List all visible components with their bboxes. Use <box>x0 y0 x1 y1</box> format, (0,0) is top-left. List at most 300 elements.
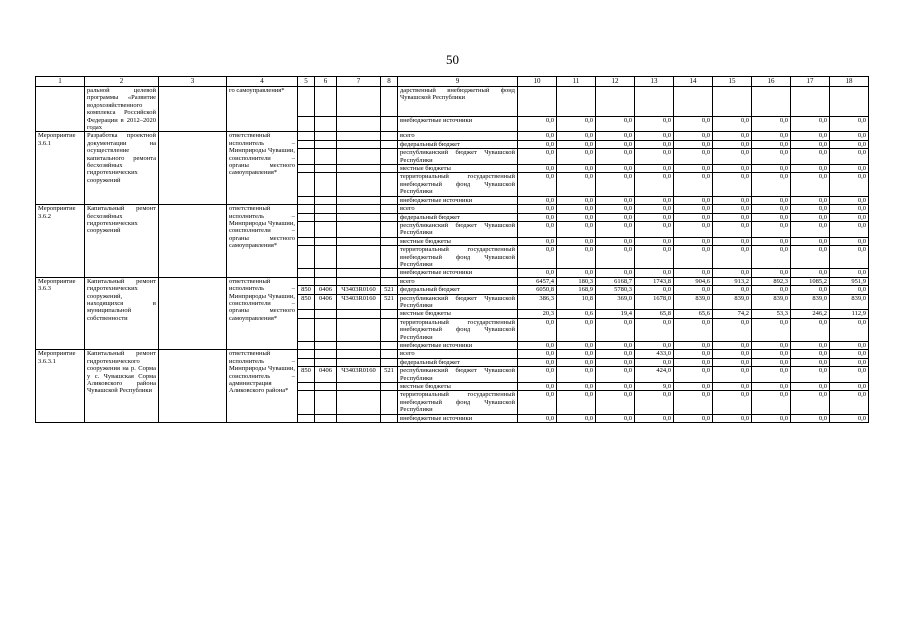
funding-source-cell: местные бюджеты <box>398 383 518 391</box>
value-cell: 0,0 <box>713 213 752 221</box>
value-cell: 0,0 <box>596 246 635 269</box>
value-cell: 0,0 <box>830 116 869 132</box>
code-cell-section <box>315 221 337 237</box>
measure-name-cell: Капитальный ремонт гидротехнических сооружений, находящихся в муниципальной собственности <box>85 277 159 350</box>
executor-cell: ответственный исполнитель – Минприроды Чувашии, соисполнители – органы местного самоуправления* <box>227 132 298 205</box>
value-cell: 0,0 <box>518 391 557 414</box>
code-cell-expense-type <box>381 269 398 277</box>
value-cell: 0,0 <box>596 414 635 422</box>
value-cell: 6168,7 <box>596 277 635 285</box>
funding-source-cell: федеральный бюджет <box>398 140 518 148</box>
value-cell: 0,0 <box>752 358 791 366</box>
code-cell-expense-type <box>381 277 398 285</box>
value-cell: 0,0 <box>791 342 830 350</box>
code-cell-expense-type <box>381 310 398 318</box>
value-cell <box>830 87 869 117</box>
funding-source-cell: всего <box>398 205 518 213</box>
code-cell-grbs <box>298 196 315 204</box>
value-cell: 0,0 <box>635 391 674 414</box>
value-cell: 0,0 <box>557 342 596 350</box>
code-cell-section <box>315 383 337 391</box>
value-cell: 0,0 <box>674 140 713 148</box>
value-cell: 0,0 <box>635 237 674 245</box>
funding-source-cell: всего <box>398 277 518 285</box>
code-cell-target: Ч3403R0160 <box>337 367 381 383</box>
header-cell: 12 <box>596 77 635 87</box>
value-cell: 20,3 <box>518 310 557 318</box>
table-row <box>36 87 869 117</box>
measure-id-cell: Мероприятие 3.6.3.1 <box>36 350 85 423</box>
value-cell: 0,0 <box>635 149 674 165</box>
code-cell-expense-type <box>381 140 398 148</box>
value-cell: 0,0 <box>752 414 791 422</box>
code-cell <box>315 87 337 117</box>
code-cell-grbs <box>298 213 315 221</box>
value-cell: 0,0 <box>830 286 869 294</box>
value-cell: 65,6 <box>674 310 713 318</box>
value-cell: 0,0 <box>713 149 752 165</box>
value-cell: 0,0 <box>674 286 713 294</box>
measure-id-cell: Мероприятие 3.6.3 <box>36 277 85 350</box>
value-cell: 0,0 <box>596 205 635 213</box>
value-cell: 0,0 <box>557 237 596 245</box>
value-cell: 0,0 <box>635 196 674 204</box>
value-cell: 0,0 <box>674 173 713 196</box>
value-cell: 0,0 <box>596 391 635 414</box>
value-cell: 0,0 <box>674 383 713 391</box>
value-cell: 0,0 <box>557 196 596 204</box>
value-cell: 0,0 <box>635 269 674 277</box>
value-cell <box>674 87 713 117</box>
value-cell: 0,0 <box>713 318 752 341</box>
value-cell: 0,0 <box>518 165 557 173</box>
code-cell-target <box>337 196 381 204</box>
value-cell: 0,0 <box>713 367 752 383</box>
value-cell: 0,0 <box>791 414 830 422</box>
code-cell <box>337 116 381 132</box>
value-cell: 0,0 <box>752 149 791 165</box>
code-cell-section <box>315 205 337 213</box>
value-cell: 10,8 <box>557 294 596 310</box>
funding-source-cell: дарственный внебюджетный фонд Чувашской Республики <box>398 87 518 117</box>
value-cell: 0,0 <box>518 342 557 350</box>
code-cell-section <box>315 213 337 221</box>
value-cell: 0,0 <box>713 269 752 277</box>
value-cell: 0,0 <box>752 165 791 173</box>
value-cell: 0,0 <box>635 140 674 148</box>
code-cell-expense-type <box>381 196 398 204</box>
code-cell-grbs <box>298 237 315 245</box>
value-cell: 0,0 <box>557 350 596 358</box>
value-cell: 0,0 <box>713 205 752 213</box>
code-cell-expense-type <box>381 342 398 350</box>
code-cell-grbs <box>298 310 315 318</box>
value-cell: 0,0 <box>674 196 713 204</box>
code-cell-target <box>337 132 381 140</box>
value-cell: 0,0 <box>557 246 596 269</box>
executor-cell: ответственный исполнитель – Минприроды Чувашии, соисполнители – органы местного самоуправления* <box>227 277 298 350</box>
value-cell: 0,0 <box>830 140 869 148</box>
value-cell: 0,0 <box>791 246 830 269</box>
value-cell: 0,0 <box>752 246 791 269</box>
code-cell-expense-type <box>381 173 398 196</box>
code-cell-expense-type <box>381 414 398 422</box>
value-cell: 0,0 <box>713 140 752 148</box>
code-cell-section <box>315 391 337 414</box>
value-cell: 0,0 <box>830 342 869 350</box>
value-cell <box>713 87 752 117</box>
code-cell-section <box>315 165 337 173</box>
value-cell <box>791 87 830 117</box>
funding-source-cell: республиканский бюджет Чувашской Республики <box>398 221 518 237</box>
code-cell-section <box>315 132 337 140</box>
value-cell: 0,0 <box>713 165 752 173</box>
header-cell: 18 <box>830 77 869 87</box>
value-cell: 0,0 <box>596 367 635 383</box>
value-cell: 839,0 <box>713 294 752 310</box>
value-cell: 180,3 <box>557 277 596 285</box>
value-cell: 0,0 <box>557 367 596 383</box>
value-cell: 0,0 <box>518 213 557 221</box>
value-cell: 0,0 <box>830 205 869 213</box>
code-cell-section <box>315 350 337 358</box>
code-cell-section: 0406 <box>315 294 337 310</box>
code-cell-target <box>337 165 381 173</box>
value-cell: 5780,3 <box>596 286 635 294</box>
code-cell-grbs: 850 <box>298 367 315 383</box>
value-cell: 0,0 <box>674 246 713 269</box>
header-row <box>36 77 869 87</box>
code-cell-grbs <box>298 165 315 173</box>
value-cell: 0,0 <box>830 350 869 358</box>
header-cell: 13 <box>635 77 674 87</box>
value-cell: 0,0 <box>830 221 869 237</box>
code-cell <box>315 116 337 132</box>
code-cell-section <box>315 269 337 277</box>
code-cell-target <box>337 237 381 245</box>
value-cell: 9,0 <box>635 383 674 391</box>
measure-name-cell: Капитальный ремонт бесхозяйных гидротехнических сооружений <box>85 205 159 278</box>
value-cell: 0,0 <box>596 213 635 221</box>
value-cell: 1743,8 <box>635 277 674 285</box>
value-cell: 0,0 <box>830 237 869 245</box>
code-cell-expense-type: 521 <box>381 294 398 310</box>
value-cell: 0,0 <box>752 132 791 140</box>
blank-cell <box>159 132 227 205</box>
value-cell: 0,0 <box>518 367 557 383</box>
value-cell: 0,0 <box>674 358 713 366</box>
value-cell: 0,0 <box>635 213 674 221</box>
measure-name-cell: Разработка проектной документации на осуществление капитального ремонта бесхозяйных гидротехнических сооружений <box>85 132 159 205</box>
value-cell: 0,0 <box>830 391 869 414</box>
value-cell: 0,0 <box>557 414 596 422</box>
value-cell: 0,0 <box>791 237 830 245</box>
code-cell-target <box>337 149 381 165</box>
value-cell: 0,0 <box>791 213 830 221</box>
value-cell: 0,0 <box>635 246 674 269</box>
code-cell-section <box>315 318 337 341</box>
value-cell: 0,0 <box>635 221 674 237</box>
value-cell: 0,0 <box>752 383 791 391</box>
header-cell: 17 <box>791 77 830 87</box>
code-cell-expense-type <box>381 391 398 414</box>
value-cell: 913,2 <box>713 277 752 285</box>
code-cell-section: 0406 <box>315 286 337 294</box>
value-cell: 0,0 <box>674 237 713 245</box>
code-cell-grbs: 850 <box>298 286 315 294</box>
value-cell: 0,0 <box>791 149 830 165</box>
code-cell-grbs <box>298 342 315 350</box>
value-cell: 0,0 <box>635 286 674 294</box>
value-cell: 0,0 <box>713 246 752 269</box>
value-cell: 0,0 <box>635 116 674 132</box>
code-cell-expense-type <box>381 350 398 358</box>
table-row <box>36 132 869 140</box>
value-cell: 0,0 <box>518 246 557 269</box>
funding-source-cell: местные бюджеты <box>398 237 518 245</box>
value-cell: 0,0 <box>557 140 596 148</box>
table-body <box>36 87 869 423</box>
value-cell: 839,0 <box>830 294 869 310</box>
value-cell: 386,3 <box>518 294 557 310</box>
financing-table <box>35 76 869 423</box>
code-cell-target <box>337 391 381 414</box>
code-cell-expense-type <box>381 205 398 213</box>
measure-name-cell: Капитальный ремонт гидротехнического сооружения на р. Сорма у с. Чувашская Сорма Аликовского района Чувашской Республики <box>85 350 159 423</box>
table-row <box>36 205 869 213</box>
code-cell-grbs <box>298 221 315 237</box>
value-cell: 951,9 <box>830 277 869 285</box>
value-cell: 0,0 <box>674 149 713 165</box>
funding-source-cell: внебюджетные источники <box>398 414 518 422</box>
funding-source-cell: внебюджетные источники <box>398 269 518 277</box>
table-row <box>36 277 869 285</box>
value-cell: 0,0 <box>674 367 713 383</box>
value-cell: 0,0 <box>830 367 869 383</box>
code-cell-section <box>315 140 337 148</box>
code-cell-target <box>337 213 381 221</box>
code-cell <box>298 87 315 117</box>
code-cell-section <box>315 237 337 245</box>
value-cell <box>518 87 557 117</box>
value-cell: 0,0 <box>518 383 557 391</box>
value-cell: 0,0 <box>557 205 596 213</box>
value-cell: 0,0 <box>557 391 596 414</box>
value-cell: 0,0 <box>830 213 869 221</box>
value-cell: 0,0 <box>752 116 791 132</box>
value-cell: 74,2 <box>713 310 752 318</box>
funding-source-cell: всего <box>398 350 518 358</box>
code-cell-target <box>337 310 381 318</box>
value-cell: 6050,8 <box>518 286 557 294</box>
value-cell: 0,0 <box>674 132 713 140</box>
value-cell: 0,0 <box>518 221 557 237</box>
value-cell: 0,0 <box>713 391 752 414</box>
value-cell: 0,0 <box>596 173 635 196</box>
value-cell: 0,0 <box>791 391 830 414</box>
code-cell-grbs <box>298 358 315 366</box>
funding-source-cell: территориальный государственный внебюджетный фонд Чувашской Республики <box>398 391 518 414</box>
code-cell-grbs: 850 <box>298 294 315 310</box>
code-cell-target <box>337 383 381 391</box>
funding-source-cell: территориальный государственный внебюджетный фонд Чувашской Республики <box>398 318 518 341</box>
code-cell <box>298 116 315 132</box>
value-cell <box>557 87 596 117</box>
value-cell: 433,0 <box>635 350 674 358</box>
value-cell: 0,0 <box>830 318 869 341</box>
value-cell: 0,0 <box>791 350 830 358</box>
value-cell: 0,0 <box>830 246 869 269</box>
value-cell: 0,0 <box>596 221 635 237</box>
header-cell: 16 <box>752 77 791 87</box>
value-cell: 0,0 <box>674 205 713 213</box>
value-cell: 0,0 <box>674 165 713 173</box>
funding-source-cell: местные бюджеты <box>398 165 518 173</box>
value-cell: 0,0 <box>635 173 674 196</box>
value-cell: 0,0 <box>791 173 830 196</box>
value-cell: 0,0 <box>557 116 596 132</box>
code-cell-target: Ч3403R0160 <box>337 294 381 310</box>
value-cell: 0,0 <box>518 350 557 358</box>
value-cell: 0,0 <box>596 350 635 358</box>
value-cell: 0,0 <box>557 132 596 140</box>
value-cell: 246,2 <box>791 310 830 318</box>
value-cell: 0,0 <box>830 383 869 391</box>
value-cell: 65,8 <box>635 310 674 318</box>
value-cell: 904,6 <box>674 277 713 285</box>
value-cell: 0,0 <box>752 221 791 237</box>
value-cell: 0,0 <box>635 205 674 213</box>
value-cell: 0,0 <box>713 173 752 196</box>
value-cell: 0,0 <box>752 140 791 148</box>
value-cell: 6457,4 <box>518 277 557 285</box>
value-cell: 0,0 <box>635 132 674 140</box>
code-cell-section <box>315 342 337 350</box>
value-cell: 19,4 <box>596 310 635 318</box>
measure-id-cell: Мероприятие 3.6.2 <box>36 205 85 278</box>
value-cell: 0,0 <box>752 350 791 358</box>
executor-cell: го самоуправления* <box>227 87 298 132</box>
value-cell: 839,0 <box>791 294 830 310</box>
value-cell: 0,0 <box>791 132 830 140</box>
code-cell-expense-type <box>381 165 398 173</box>
header-cell: 7 <box>337 77 381 87</box>
code-cell-grbs <box>298 132 315 140</box>
header-cell: 1 <box>36 77 85 87</box>
value-cell: 0,0 <box>752 213 791 221</box>
value-cell <box>752 87 791 117</box>
value-cell: 0,0 <box>596 140 635 148</box>
code-cell-grbs <box>298 269 315 277</box>
value-cell: 0,0 <box>518 173 557 196</box>
value-cell: 0,0 <box>557 318 596 341</box>
funding-source-cell: федеральный бюджет <box>398 358 518 366</box>
header-cell: 4 <box>227 77 298 87</box>
code-cell-target <box>337 173 381 196</box>
funding-source-cell: территориальный государственный внебюджетный фонд Чувашской Республики <box>398 246 518 269</box>
code-cell-target <box>337 269 381 277</box>
value-cell: 0,0 <box>518 149 557 165</box>
value-cell: 0,0 <box>713 414 752 422</box>
table-row <box>36 350 869 358</box>
value-cell: 0,0 <box>830 269 869 277</box>
value-cell: 0,0 <box>713 286 752 294</box>
value-cell: 0,0 <box>557 213 596 221</box>
value-cell: 0,0 <box>713 132 752 140</box>
code-cell-expense-type <box>381 213 398 221</box>
funding-source-cell: республиканский бюджет Чувашской Республики <box>398 367 518 383</box>
value-cell: 0,0 <box>791 286 830 294</box>
value-cell: 0,0 <box>518 358 557 366</box>
value-cell: 0,0 <box>596 358 635 366</box>
value-cell: 0,0 <box>752 367 791 383</box>
value-cell: 0,0 <box>596 116 635 132</box>
code-cell-grbs <box>298 149 315 165</box>
value-cell: 0,0 <box>674 269 713 277</box>
value-cell: 0,0 <box>557 165 596 173</box>
value-cell: 0,0 <box>752 342 791 350</box>
value-cell: 53,3 <box>752 310 791 318</box>
code-cell-section <box>315 277 337 285</box>
funding-source-cell: республиканский бюджет Чувашской Республики <box>398 149 518 165</box>
value-cell: 0,0 <box>752 205 791 213</box>
value-cell: 0,0 <box>791 205 830 213</box>
value-cell: 0,0 <box>791 196 830 204</box>
value-cell: 0,0 <box>830 132 869 140</box>
value-cell: 0,0 <box>518 205 557 213</box>
funding-source-cell: всего <box>398 132 518 140</box>
funding-source-cell: внебюджетные источники <box>398 342 518 350</box>
code-cell-grbs <box>298 318 315 341</box>
code-cell-section <box>315 196 337 204</box>
code-cell-target <box>337 350 381 358</box>
code-cell-grbs <box>298 140 315 148</box>
value-cell: 0,0 <box>596 196 635 204</box>
header-cell: 6 <box>315 77 337 87</box>
value-cell: 0,0 <box>713 237 752 245</box>
value-cell: 0,0 <box>713 383 752 391</box>
header-cell: 14 <box>674 77 713 87</box>
code-cell-target <box>337 221 381 237</box>
value-cell <box>596 87 635 117</box>
value-cell: 0,0 <box>674 221 713 237</box>
code-cell-target <box>337 358 381 366</box>
funding-source-cell: федеральный бюджет <box>398 213 518 221</box>
value-cell: 0,0 <box>596 237 635 245</box>
blank-cell <box>159 205 227 278</box>
header-cell: 9 <box>398 77 518 87</box>
value-cell: 0,0 <box>674 391 713 414</box>
value-cell: 0,0 <box>830 165 869 173</box>
code-cell-section <box>315 358 337 366</box>
value-cell: 369,0 <box>596 294 635 310</box>
value-cell: 0,0 <box>713 116 752 132</box>
value-cell: 0,0 <box>635 318 674 341</box>
value-cell: 0,0 <box>674 318 713 341</box>
value-cell: 0,0 <box>518 237 557 245</box>
value-cell: 0,0 <box>674 342 713 350</box>
value-cell: 0,0 <box>752 173 791 196</box>
value-cell: 0,0 <box>830 149 869 165</box>
code-cell-target <box>337 246 381 269</box>
blank-cell <box>159 87 227 132</box>
value-cell: 0,0 <box>518 132 557 140</box>
value-cell: 0,6 <box>557 310 596 318</box>
code-cell-section <box>315 149 337 165</box>
measure-name-cell: ральной целевой программы «Развитие водохозяйственного комплекса Российской Федерации в 2012–2020 годах <box>85 87 159 132</box>
code-cell-grbs <box>298 350 315 358</box>
code-cell <box>381 116 398 132</box>
